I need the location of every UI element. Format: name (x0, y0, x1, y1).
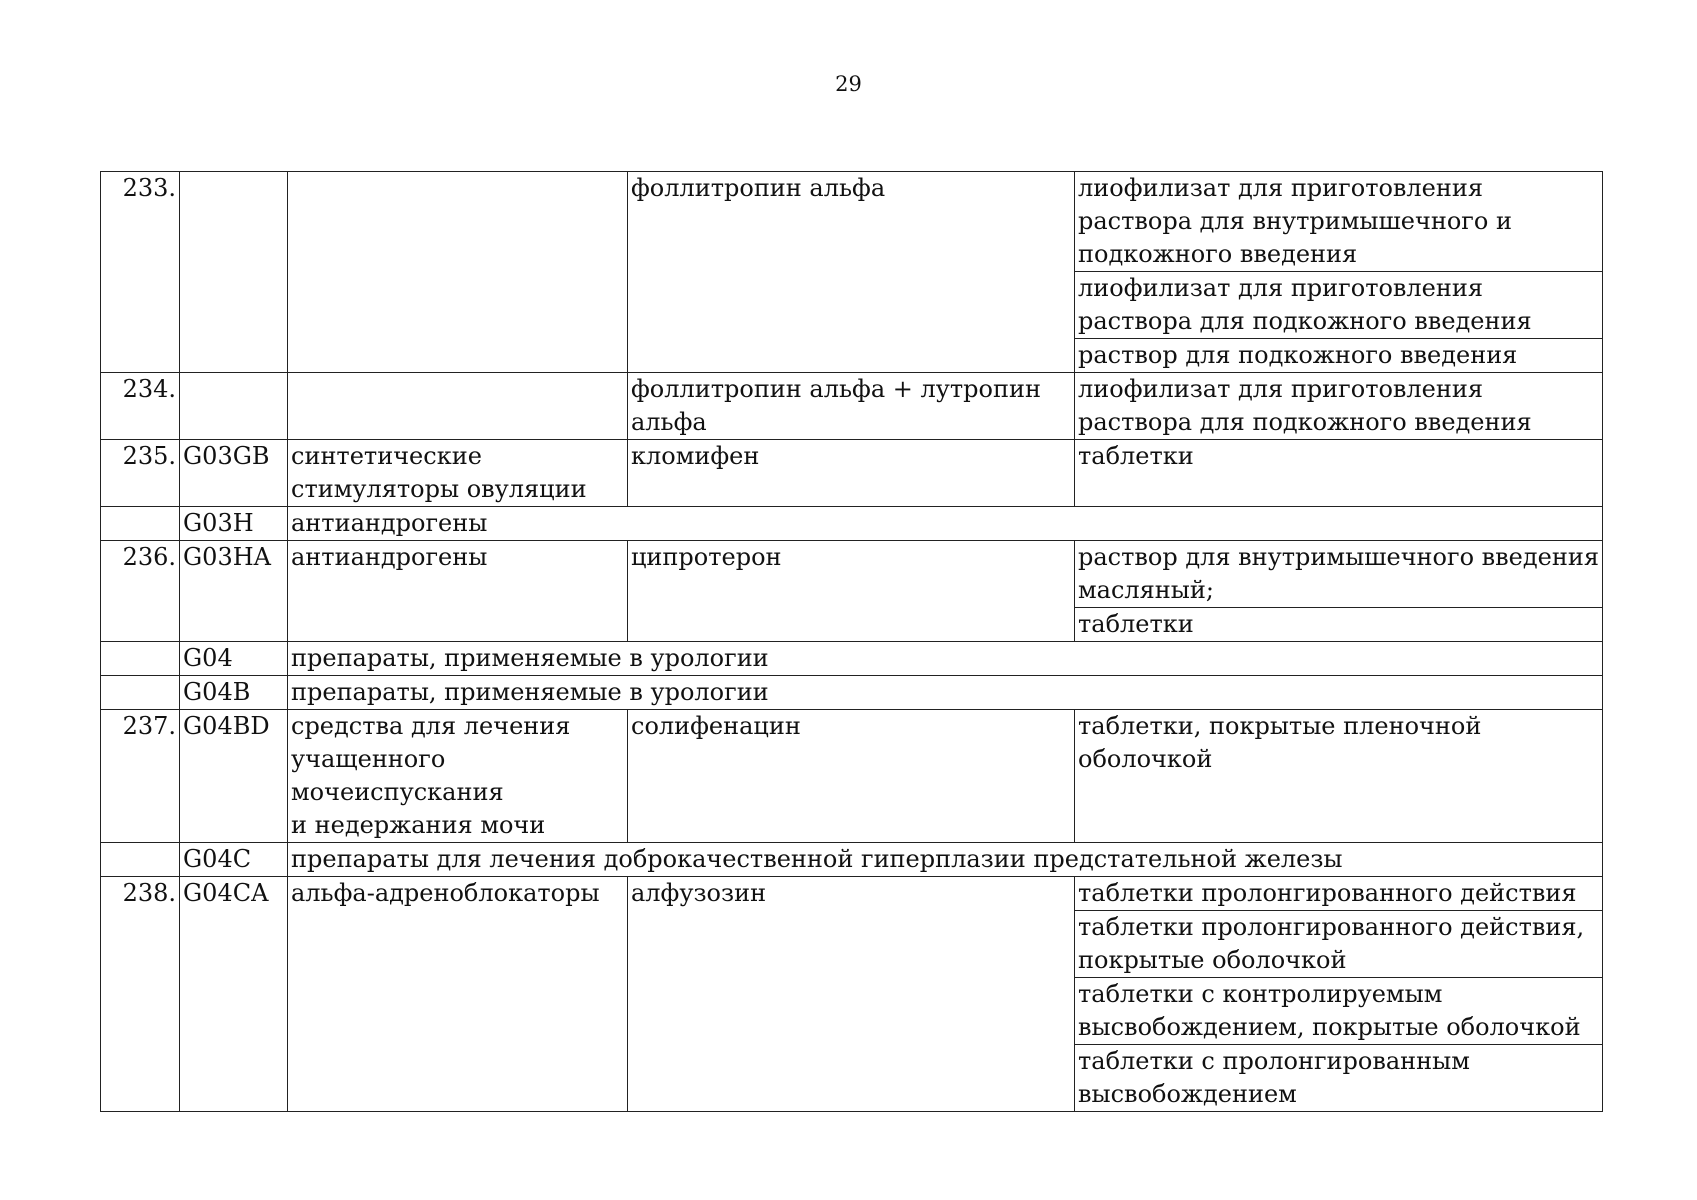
group-line: учащенного (291, 745, 446, 773)
atc-code: G04C (180, 843, 288, 877)
group-name: антиандрогены (288, 507, 1603, 541)
dosage-form: лиофилизат для приготовления раствора для внутримышечного и подкожного введения (1075, 172, 1603, 272)
row-number: 237. (101, 710, 180, 843)
atc-code (180, 172, 288, 373)
table-row (101, 710, 1603, 843)
group-name: альфа-адреноблокаторы (288, 877, 628, 1112)
group-line: средства для лечения (291, 712, 571, 740)
table-row (101, 877, 1603, 911)
dosage-form: лиофилизат для приготовления раствора для подкожного введения (1075, 272, 1603, 339)
row-number: 235. (101, 440, 180, 507)
atc-code (180, 373, 288, 440)
group-line: мочеиспускания (291, 778, 504, 806)
group-name (288, 172, 628, 373)
dosage-form: таблетки пролонгированного действия (1075, 877, 1603, 911)
drug-name: ципротерон (628, 541, 1075, 642)
drug-name: фоллитропин альфа + лутропин альфа (628, 373, 1075, 440)
row-number (101, 843, 180, 877)
row-number (101, 642, 180, 676)
table-row (101, 440, 1603, 507)
dosage-form: раствор для подкожного введения (1075, 339, 1603, 373)
dosage-form: таблетки (1075, 608, 1603, 642)
group-name: антиандрогены (288, 541, 628, 642)
drug-name: алфузозин (628, 877, 1075, 1112)
group-line: и недержания мочи (291, 811, 546, 839)
atc-code: G04 (180, 642, 288, 676)
dosage-form: таблетки пролонгированного действия, покрытые оболочкой (1075, 911, 1603, 978)
dosage-form: таблетки с контролируемым высвобождением, покрытые оболочкой (1075, 978, 1603, 1045)
group-name (288, 373, 628, 440)
group-name: препараты, применяемые в урологии (288, 676, 1603, 710)
atc-code: G03GB (180, 440, 288, 507)
drug-name: фоллитропин альфа (628, 172, 1075, 373)
atc-code: G03H (180, 507, 288, 541)
dosage-form: таблетки, покрытые пленочной оболочкой (1075, 710, 1603, 843)
table-row (101, 373, 1603, 440)
table-row (101, 541, 1603, 608)
table-row (101, 507, 1603, 541)
group-name: препараты для лечения доброкачественной гиперплазии предстательной железы (288, 843, 1603, 877)
table-row (101, 642, 1603, 676)
row-number (101, 676, 180, 710)
row-number: 236. (101, 541, 180, 642)
row-number (101, 507, 180, 541)
table-row (101, 172, 1603, 272)
dosage-form: лиофилизат для приготовления раствора для подкожного введения (1075, 373, 1603, 440)
table-row (101, 843, 1603, 877)
drug-name: солифенацин (628, 710, 1075, 843)
atc-code: G04BD (180, 710, 288, 843)
page-number: 29 (835, 72, 862, 96)
row-number: 233. (101, 172, 180, 373)
atc-code: G03HA (180, 541, 288, 642)
atc-code: G04CA (180, 877, 288, 1112)
drug-name: кломифен (628, 440, 1075, 507)
drug-table (100, 171, 1603, 1112)
group-name: синтетические стимуляторы овуляции (288, 440, 628, 507)
dosage-form: таблетки (1075, 440, 1603, 507)
table-row (101, 676, 1603, 710)
dosage-form: таблетки с пролонгированным высвобождением (1075, 1045, 1603, 1112)
atc-code: G04B (180, 676, 288, 710)
dosage-form: раствор для внутримышечного введения масляный; (1075, 541, 1603, 608)
group-name: препараты, применяемые в урологии (288, 642, 1603, 676)
row-number: 238. (101, 877, 180, 1112)
group-name (288, 710, 628, 843)
row-number: 234. (101, 373, 180, 440)
